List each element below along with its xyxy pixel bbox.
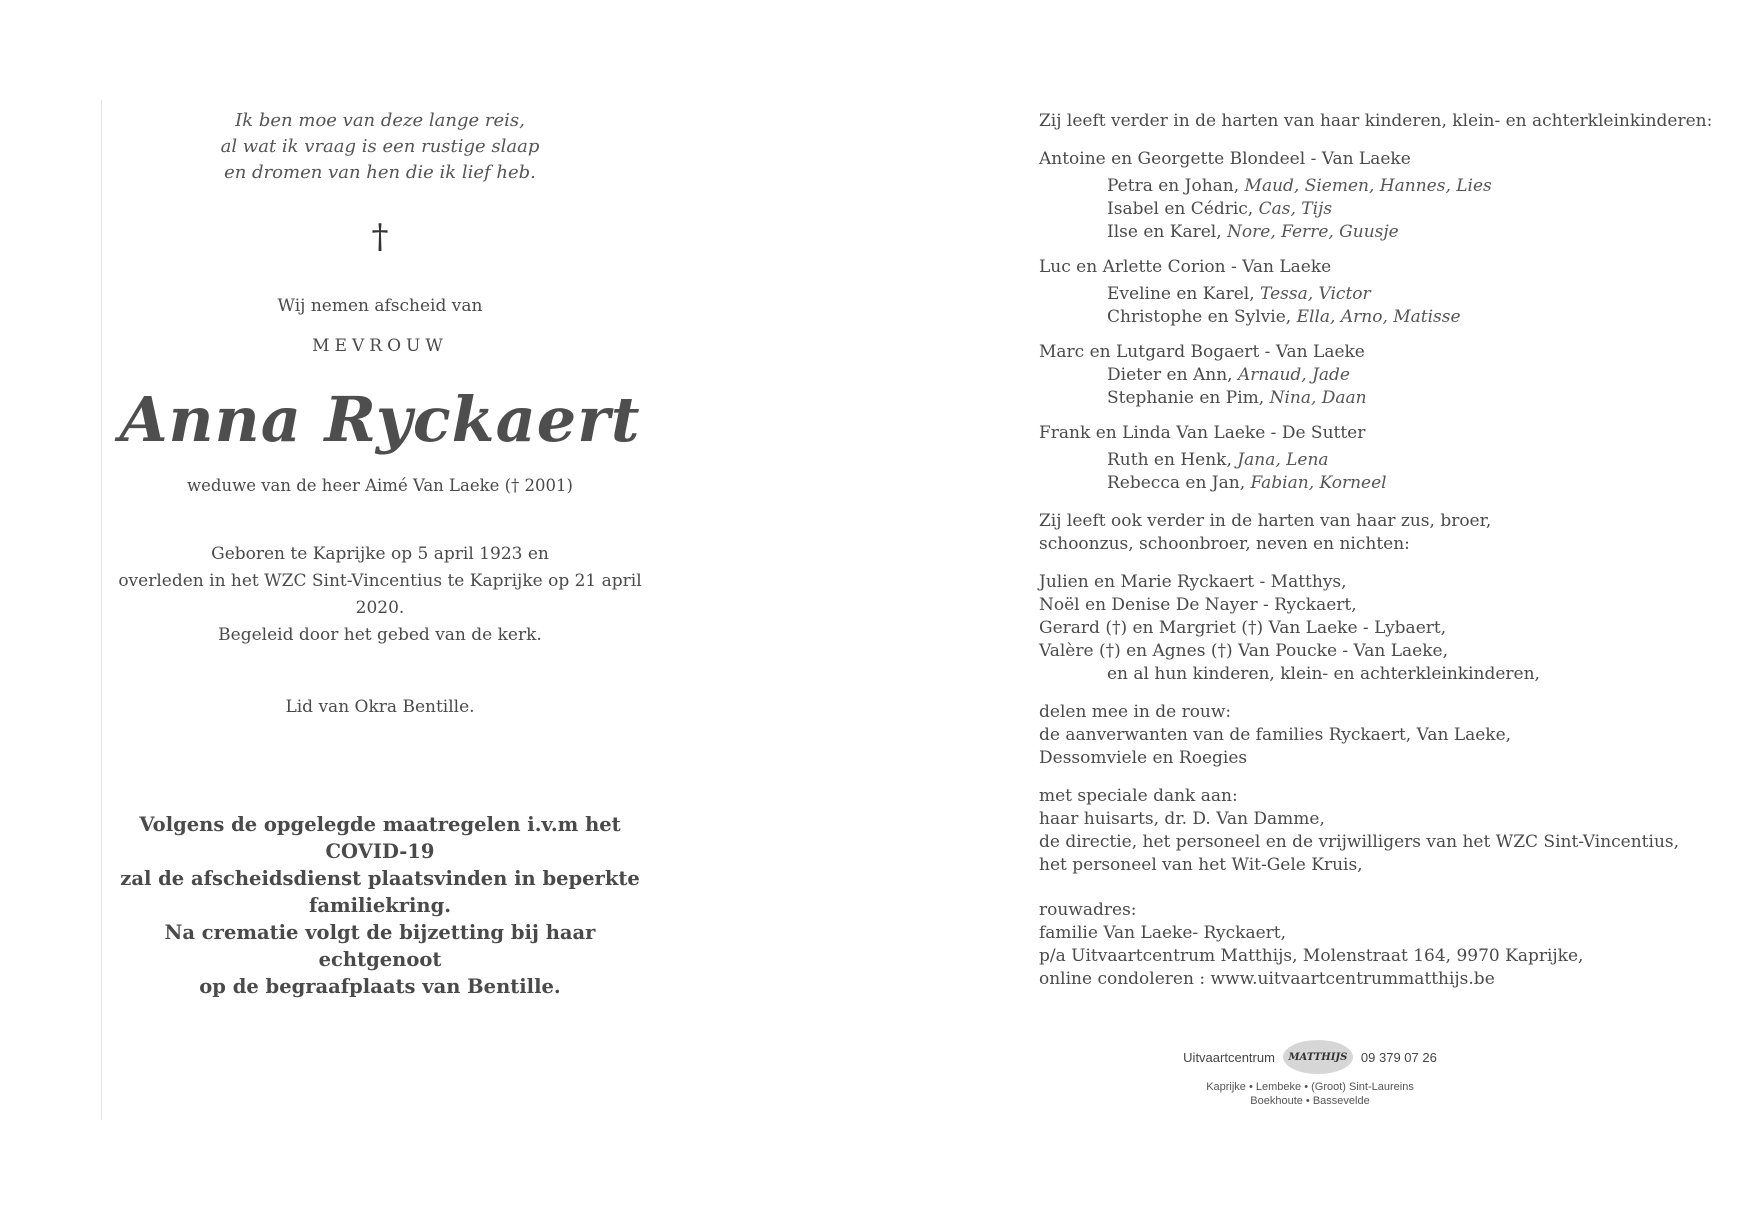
sibling-line: Valère (†) en Agnes (†) Van Poucke - Van Laeke, [1039,641,1449,661]
covid-line: op de begraafplaats van Bentille. [199,975,561,998]
thanks-block [1039,785,1719,877]
siblings-list [1039,571,1719,686]
siblings-heading-line: Zij leeft ook verder in de harten van haar zus, broer, [1039,511,1492,531]
left-panel [100,108,660,1000]
siblings-heading [1039,510,1719,556]
family-head: Luc en Arlette Corion - Van Laeke [1039,257,1332,277]
funeral-home-logo [1160,1040,1460,1108]
poem-line: al wat ik vraag is een rustige slaap [220,136,540,157]
grandchild-line: Isabel en Cédric, Cas, Tijs [1107,199,1333,219]
mourn-line: de aanverwanten van de families Ryckaert, Van Laeke, [1039,725,1512,745]
info-line: overleden in het WZC Sint-Vincentius te Kaprijke op 21 april 2020. [118,571,642,618]
family-block [1039,422,1719,495]
grandchild-line: Ilse en Karel, Nore, Ferre, Guusje [1107,222,1399,242]
membership-line: Lid van Okra Bentille. [285,697,475,717]
address-line: rouwadres: [1039,900,1137,920]
cross-icon: † [371,217,389,257]
right-panel [1039,110,1719,991]
siblings-heading-line: schoonzus, schoonbroer, neven en nichten: [1039,534,1410,554]
grandchild-line: Dieter en Ann, Arnaud, Jade [1107,365,1350,385]
family-block [1039,256,1719,329]
mourn-line: delen mee in de rouw: [1039,702,1232,722]
family-head: Marc en Lutgard Bogaert - Van Laeke [1039,342,1365,362]
info-line: Geboren te Kaprijke op 5 april 1923 en [211,544,549,564]
logo-phone: 09 379 07 26 [1360,1049,1437,1065]
covid-line: Volgens de opgelegde maatregelen i.v.m het COVID-19 [139,813,621,863]
grandchild-line: Christophe en Sylvie, Ella, Arno, Matisse [1107,307,1461,327]
grandchild-line: Petra en Johan, Maud, Siemen, Hannes, Lies [1107,176,1492,196]
brand-mark: MATTHIJS [1283,1040,1353,1074]
logo-locations [1160,1080,1460,1108]
locations-line: Boekhoute • Bassevelde [1250,1095,1370,1107]
mourn-line: Dessomviele en Roegies [1039,748,1248,768]
mourning-block [1039,701,1719,770]
birth-death-info [100,541,660,649]
sibling-line: Julien en Marie Ryckaert - Matthys, [1039,572,1347,592]
grandchild-line: Stephanie en Pim, Nina, Daan [1107,388,1367,408]
thanks-line: de directie, het personeel en de vrijwilligers van het WZC Sint-Vincentius, [1039,832,1680,852]
logo-label: Uitvaartcentrum [1183,1049,1275,1065]
address-line: familie Van Laeke- Ryckaert, [1039,923,1287,943]
condolence-link[interactable]: online condoleren : www.uitvaartcentrummatthijs.be [1039,969,1495,989]
grandchild-line: Ruth en Henk, Jana, Lena [1107,450,1329,470]
poem-line: Ik ben moe van deze lange reis, [235,110,525,131]
family-head: Antoine en Georgette Blondeel - Van Laeke [1039,149,1411,169]
info-line: Begeleid door het gebed van de kerk. [218,625,542,645]
locations-line: Kaprijke • Lembeke • (Groot) Sint-Laureins [1206,1081,1414,1093]
sibling-line: Gerard (†) en Margriet (†) Van Laeke - Lybaert, [1039,618,1447,638]
logo-row [1160,1040,1460,1074]
family-block [1039,148,1719,244]
siblings-tail: en al hun kinderen, klein- en achterkleinkinderen, [1107,664,1540,684]
family-head: Frank en Linda Van Laeke - De Sutter [1039,423,1366,443]
poem [100,108,660,186]
children-heading: Zij leeft verder in de harten van haar kinderen, klein- en achterkleinkinderen: [1039,111,1713,131]
honorific: MEVROUW [312,336,448,356]
address-block [1039,899,1719,991]
poem-line: en dromen van hen die ik lief heb. [224,162,536,183]
deceased-name: Anna Ryckaert [119,383,641,456]
thanks-line: het personeel van het Wit-Gele Kruis, [1039,855,1363,875]
widow-line: weduwe van de heer Aimé Van Laeke († 2001) [187,476,573,495]
sibling-line: Noël en Denise De Nayer - Ryckaert, [1039,595,1357,615]
grandchild-line: Rebecca en Jan, Fabian, Korneel [1107,473,1387,493]
covid-line: zal de afscheidsdienst plaatsvinden in beperkte familiekring. [120,867,640,917]
thanks-line: haar huisarts, dr. D. Van Damme, [1039,809,1325,829]
covid-notice [100,811,660,1000]
covid-line: Na crematie volgt de bijzetting bij haar echtgenoot [164,921,596,971]
address-line: p/a Uitvaartcentrum Matthijs, Molenstraat 164, 9970 Kaprijke, [1039,946,1584,966]
family-block [1039,341,1719,410]
thanks-line: met speciale dank aan: [1039,786,1238,806]
intro-text: Wij nemen afscheid van [277,296,483,316]
grandchild-line: Eveline en Karel, Tessa, Victor [1107,284,1371,304]
